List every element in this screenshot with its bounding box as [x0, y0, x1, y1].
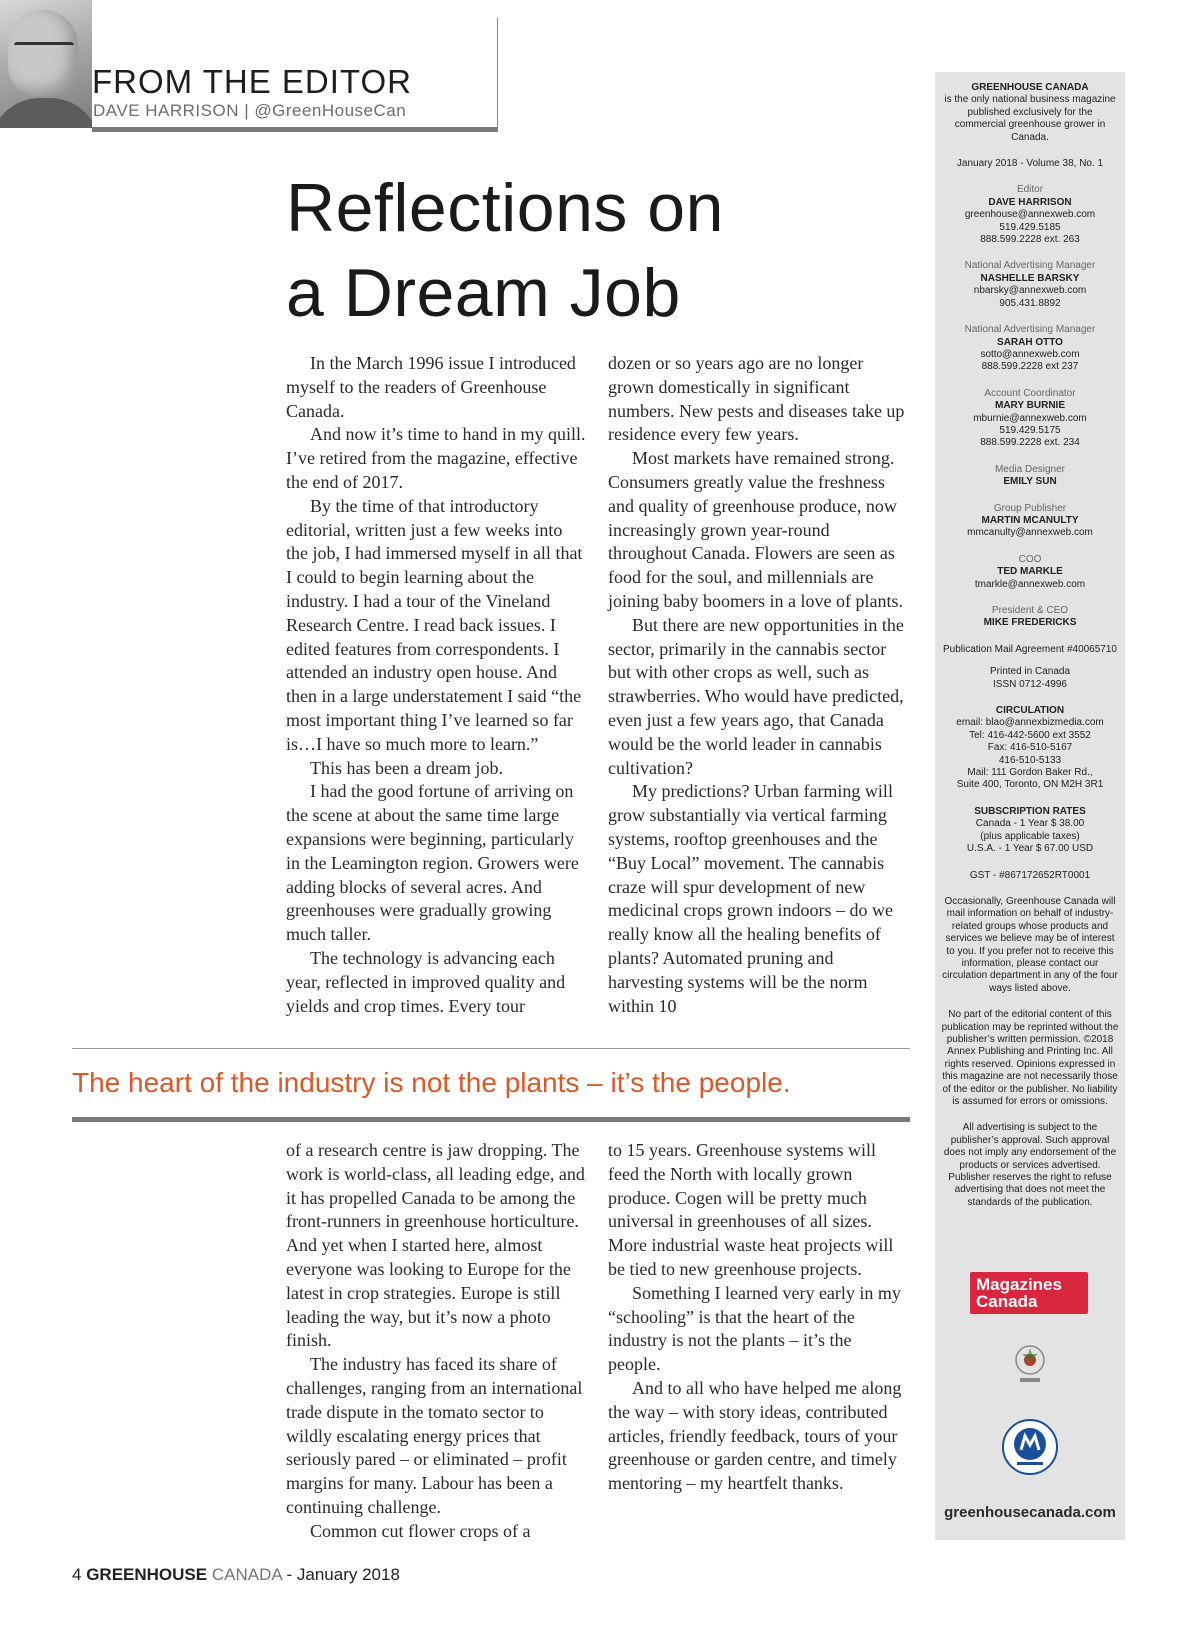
circulation-info: CIRCULATION email: blao@annexbizmedia.com Tel: 416-442-5600 ext 3552 Fax: 416-510-5167 416-510-5133 Mail: 111 Gordon Baker Rd., Suite 400, Toronto, ON M2H 3R1: [956, 705, 1104, 791]
paragraph: The industry has faced its share of challenges, ranging from an international trade dispute in the tomato sector to wildly escalating energy prices that seriously pared – or eliminated – profit margins for many. Labour has been a continuing challenge.: [286, 1354, 583, 1517]
printed-info: Printed in Canada ISSN 0712-4996: [989, 666, 1071, 690]
mailing-notice: Occasionally, Greenhouse Canada will mail information on behalf of industry-related groups whose products and services we believe may be of interest to you. If you prefer not to receive this information, please contact our circulation department in any of the four ways listed above.: [942, 895, 1118, 994]
article-column-3: [286, 1139, 586, 1544]
pull-quote-rule-top: [72, 1048, 910, 1049]
byline: DAVE HARRISON | @GreenHouseCan: [93, 101, 407, 120]
masthead-title: GREENHOUSE CANADA: [971, 82, 1089, 93]
publication-mail-agreement: Publication Mail Agreement #40065710: [942, 643, 1117, 655]
article-column-2: [608, 352, 908, 1018]
advertising-notice: All advertising is subject to the publisher’s approval. Such approval does not imply any endorsement of the products or services advertised. Publisher reserves the right to refuse advertising that does not meet the standards of the publication.: [943, 1122, 1117, 1208]
header-divider-horizontal: [92, 127, 498, 132]
footer-date: - January 2018: [286, 1565, 400, 1584]
paragraph: In the March 1996 issue I introduced myself to the readers of Greenhouse Canada.: [286, 353, 576, 421]
gst-number: GST - #867172652RT0001: [969, 869, 1091, 881]
paragraph: My predictions? Urban farming will grow substantially via vertical farming systems, rooftop greenhouses and the “Buy Local” movement. The cannabis craze will spur development of new medicinal crops grown indoors – do we really know all the healing benefits of plants? Automated pruning and harvesting systems will be the norm within 10: [608, 781, 893, 1016]
paragraph: Most markets have remained strong. Consumers greatly value the freshness and quality of greenhouse produce, now increasingly grown year-round throughout Canada. Flowers are seen as food for the soul, and millennials are joining baby boomers in a love of plants.: [608, 448, 903, 611]
paragraph: The technology is advancing each year, reflected in improved quality and yields and crop times. Every tour: [286, 947, 566, 1016]
staff-coo: COO TED MARKLE tmarkle@annexweb.com: [974, 553, 1086, 590]
page-footer: [72, 1565, 400, 1585]
magazines-canada-logo: Magazines Canada: [970, 1272, 1088, 1314]
masthead-sidebar: [935, 72, 1125, 1540]
paragraph: dozen or so years ago are no longer grown domestically in significant numbers. New pests and diseases take up residence every few years.: [608, 353, 905, 445]
article-column-1: [286, 352, 586, 1018]
ccab-audited-logo: [1001, 1418, 1059, 1476]
staff-editor: Editor DAVE HARRISON greenhouse@annexweb.com 519.429.5185 888.599.2228 ext. 263: [964, 184, 1096, 246]
paragraph: And to all who have helped me along the way – with story ideas, contributed articles, friendly feedback, tours of your greenhouse or garden centre, and timely mentoring – my heartfelt thanks.: [608, 1377, 902, 1494]
editor-photo: [0, 0, 92, 128]
subscription-rates: SUBSCRIPTION RATES Canada - 1 Year $ 38.00 (plus applicable taxes) U.S.A. - 1 Year $ 67.00 USD: [966, 805, 1094, 855]
paragraph: Something I learned very early in my “schooling” is that the heart of the industry is not the plants – it’s the people.: [608, 1282, 901, 1375]
article-column-4: [608, 1139, 908, 1496]
flowers-canada-growers-logo: [1010, 1340, 1050, 1388]
paragraph: By the time of that introductory editorial, written just a few weeks into the job, I had immersed myself in all that I could to begin learning about the industry. I had a tour of the Vineland Research Centre. I read back issues. I edited features from correspondents. I attended an industry open house. And then in a large understatement I said “the most important thing I’ve learned so far is…I have so much more to learn.”: [286, 495, 583, 754]
headline-line-1: Reflections on: [286, 170, 724, 246]
paragraph: Common cut flower crops of a: [310, 1520, 531, 1541]
paragraph: But there are new opportunities in the sector, primarily in the cannabis sector but with other crops as well, such as strawberries. Who would have predicted, even just a few years ago, that Canada would be the world leader in cannabis cultivation?: [608, 614, 904, 778]
footer-brand-light: CANADA: [211, 1565, 282, 1584]
staff-media-designer: Media Designer EMILY SUN: [994, 463, 1066, 488]
staff-group-publisher: Group Publisher MARTIN MCANULTY mmcanulty@annexweb.com: [967, 502, 1093, 539]
paragraph: of a research centre is jaw dropping. The work is world-class, all leading edge, and it has propelled Canada to be among the front-runners in greenhouse horticulture. And yet when I started here, almost everyone was looking to Europe for the latest in crop strategies. Europe is still leading the way, but it’s now a photo finish.: [286, 1140, 585, 1351]
header-divider-vertical: [497, 18, 498, 130]
footer-brand-bold: GREENHOUSE: [86, 1565, 208, 1584]
staff-account-coordinator: Account Coordinator MARY BURNIE mburnie@annexweb.com 519.429.5175 888.599.2228 ext. 234: [973, 387, 1087, 449]
pull-quote: The heart of the industry is not the plants – it’s the people.: [72, 1067, 791, 1098]
headline-line-2: a Dream Job: [286, 255, 681, 331]
website-url[interactable]: greenhousecanada.com: [944, 1504, 1116, 1521]
staff-ad-manager-1: National Advertising Manager NASHELLE BARSKY nbarsky@annexweb.com 905.431.8892: [964, 260, 1096, 309]
page-number: 4: [72, 1565, 82, 1584]
paragraph: And now it’s time to hand in my quill. I’ve retired from the magazine, effective the end of 2017.: [286, 424, 586, 492]
issue-info: January 2018 - Volume 38, No. 1: [956, 158, 1104, 170]
paragraph: to 15 years. Greenhouse systems will feed the North with locally grown produce. Cogen will be pretty much universal in greenhouses of all sizes. More industrial waste heat projects will be tied to new greenhouse projects.: [608, 1140, 894, 1279]
article-headline: [286, 166, 846, 336]
staff-president: President & CEO MIKE FREDERICKS: [983, 605, 1077, 629]
paragraph: This has been a dream job.: [310, 757, 503, 778]
staff-ad-manager-2: National Advertising Manager SARAH OTTO sotto@annexweb.com 888.599.2228 ext 237: [964, 324, 1096, 373]
paragraph: I had the good fortune of arriving on the scene at about the same time large expansions were beginning, particularly in the Leamington region. Growers were adding blocks of several acres. And greenhouses were gradually growing much taller.: [286, 781, 579, 945]
rights-notice: No part of the editorial content of this publication may be reprinted without the publisher’s written permission. ©2018 Annex Publishing and Printing Inc. All rights reserved. Opinions expressed in this magazine are not necessarily those of the editor or the publisher. No liability is assumed for errors or omissions.: [941, 1009, 1119, 1107]
pull-quote-rule-bottom: [72, 1117, 910, 1122]
masthead-intro: is the only national business magazine published exclusively for the commercial greenhouse grower in Canada.: [944, 94, 1116, 143]
section-title: FROM THE EDITOR: [92, 63, 412, 100]
